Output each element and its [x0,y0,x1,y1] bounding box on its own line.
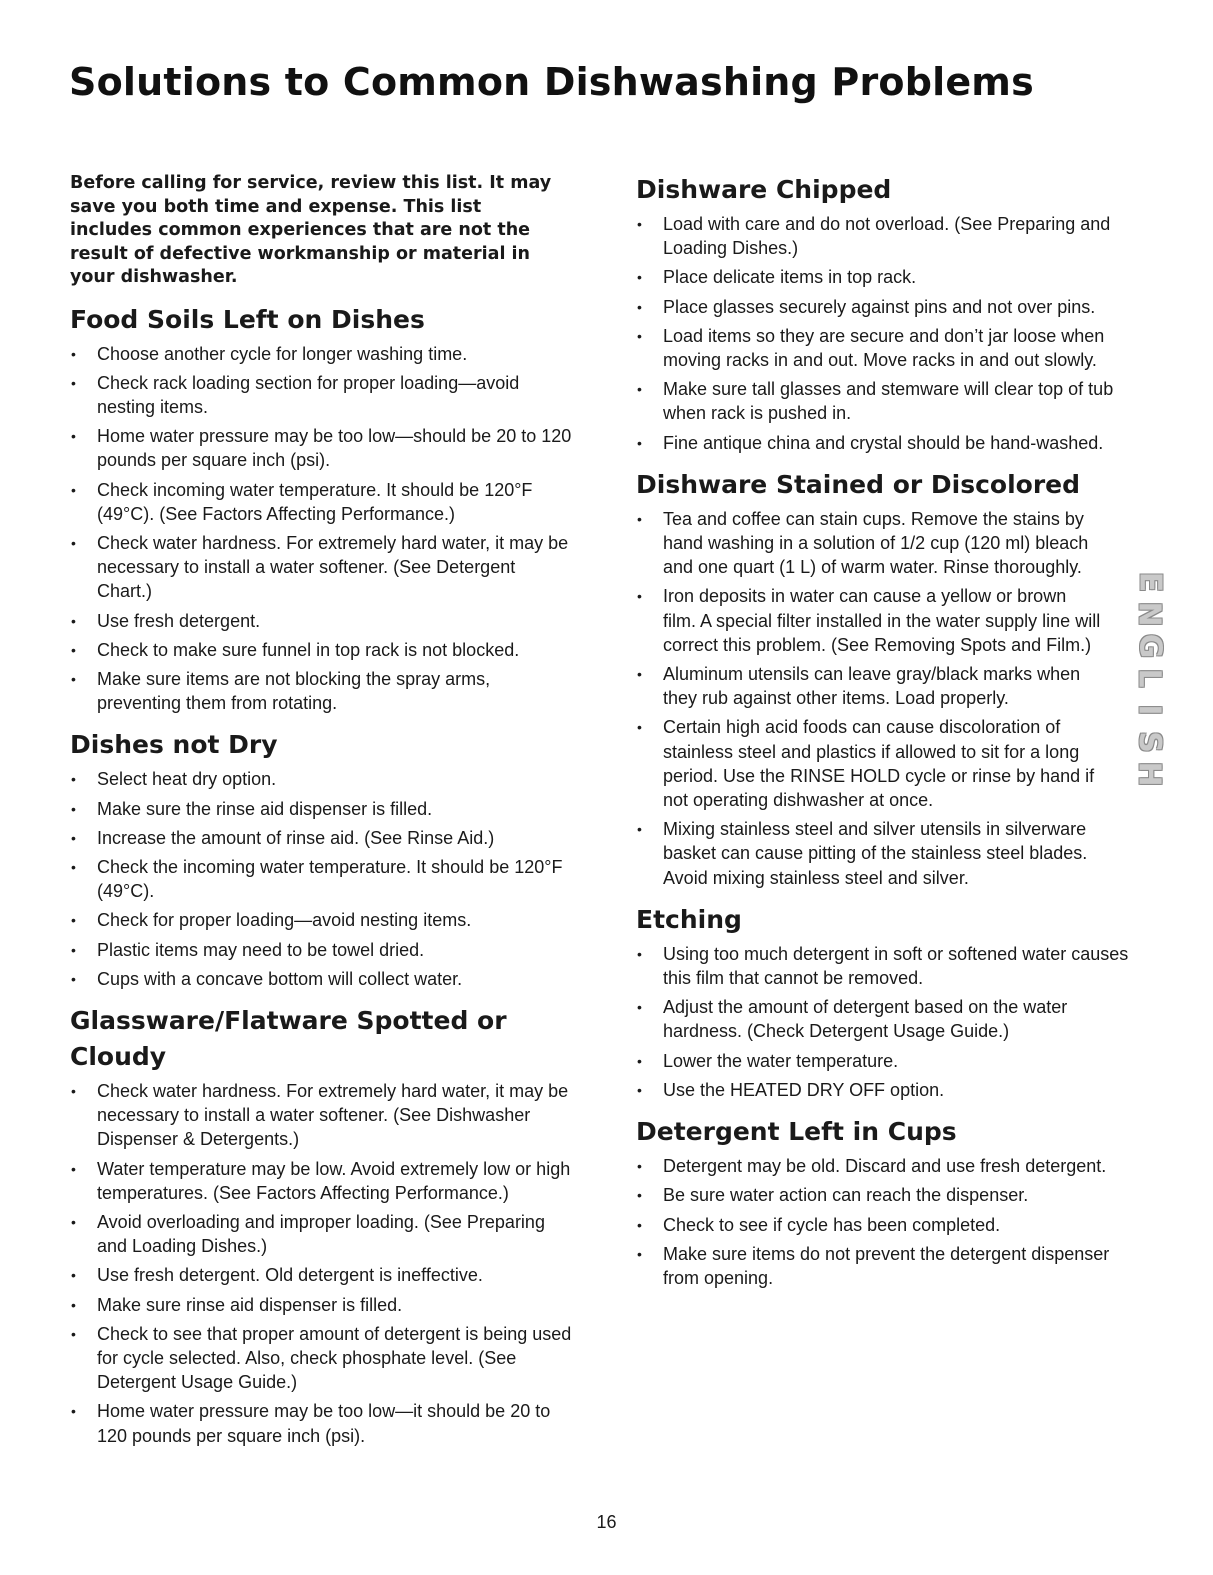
section-glassware-flatware-spotted-or-cloudy [70,1003,575,1448]
list-item: • Home water pressure may be too low—should be 20 to 120 pounds per square inch (psi). [70,424,575,472]
bullet-list [636,942,1141,1102]
bullet-list [70,1079,575,1448]
list-item: • Water temperature may be low. Avoid extremely low or high temperatures. (See Factors Affecting Performance.) [70,1157,575,1205]
side-tab-letter: I [1131,704,1167,716]
list-item: • Iron deposits in water can cause a yellow or brown film. A special filter installed in the water supply line will correct this problem. (See Removing Spots and Film.) [636,584,1101,657]
list-item: • Check water hardness. For extremely hard water, it may be necessary to install a water softener. (See Dishwasher Dispenser & Detergents.) [70,1079,575,1152]
section-title: Dishware Chipped [636,175,892,204]
left-column [70,172,575,1453]
list-item: • Use fresh detergent. [70,609,575,633]
list-item: • Check incoming water temperature. It should be 120°F (49°C). (See Factors Affecting Performance.) [70,478,575,526]
bullet-list [70,342,575,716]
list-item: • Check the incoming water temperature. It should be 120°F (49°C). [70,855,575,903]
section-dishes-not-dry [70,727,575,991]
list-item: • Select heat dry option. [70,767,575,791]
list-item: • Check for proper loading—avoid nesting items. [70,908,575,932]
section-title: Food Soils Left on Dishes [70,304,425,334]
list-item: • Certain high acid foods can cause discoloration of stainless steel and plastics if allowed to sit for a long period. Use the RINSE HOLD cycle or rinse by hand if not operating dishwasher at once. [636,715,1101,812]
list-item: • Choose another cycle for longer washing time. [70,342,575,366]
list-item: • Lower the water temperature. [636,1049,1141,1073]
list-item: • Load with care and do not overload. (See Preparing and Loading Dishes.) [636,212,1141,260]
list-item: • Make sure tall glasses and stemware will clear top of tub when rack is pushed in. [636,377,1141,425]
bullet-list [636,507,1141,890]
section-food-soils-left-on-dishes [70,302,575,716]
list-item: • Mixing stainless steel and silver utensils in silverware basket can cause pitting of the stainless steel blades. Avoid mixing stainless steel and silver. [636,817,1101,890]
list-item: • Increase the amount of rinse aid. (See Rinse Aid.) [70,826,575,850]
page-number: 16 [596,1512,617,1532]
section-title: Dishware Stained or Discolored [636,469,1081,499]
section-detergent-left-in-cups [636,1114,1141,1290]
list-item: • Place glasses securely against pins and not over pins. [636,295,1141,319]
side-tab-letter: E [1132,571,1167,593]
list-item: • Plastic items may need to be towel dried. [70,938,575,962]
list-item: • Use the HEATED DRY OFF option. [636,1078,1141,1102]
side-tab-letter: N [1131,601,1167,627]
section-dishware-chipped [636,172,1141,455]
intro-text: Before calling for service, review this list. It may save you both time and expense. This list includes common experiences that are not the result of defective workmanship or material in your dishwasher. [70,173,552,287]
list-item: • Make sure items do not prevent the detergent dispenser from opening. [636,1242,1141,1290]
list-item: • Check water hardness. For extremely hard water, it may be necessary to install a water softener. (See Detergent Chart.) [70,531,575,604]
section-title: Glassware/Flatware Spotted or Cloudy [70,1005,507,1071]
bullet-list [70,767,575,991]
list-item: • Load items so they are secure and don’t jar loose when moving racks in and out. Move racks in and out slowly. [636,324,1141,372]
list-item: • Aluminum utensils can leave gray/black marks when they rub against other items. Load properly. [636,662,1101,710]
section-title: Etching [636,904,742,934]
list-item: • Make sure items are not blocking the spray arms, preventing them from rotating. [70,667,575,715]
side-tab-letter: G [1132,633,1167,659]
list-item: • Make sure the rinse aid dispenser is filled. [70,797,575,821]
list-item: • Tea and coffee can stain cups. Remove the stains by hand washing in a solution of 1/2 cup (120 ml) bleach and one quart (1 L) of warm water. Rinse thoroughly. [636,507,1101,580]
side-tab-letter: S [1131,731,1167,753]
list-item: • Place delicate items in top rack. [636,265,1141,289]
list-item: • Using too much detergent in soft or softened water causes this film that cannot be removed. [636,942,1141,990]
list-item: • Make sure rinse aid dispenser is filled. [70,1293,575,1317]
section-dishware-stained-or-discolored [636,467,1141,890]
list-item: • Cups with a concave bottom will collect water. [70,967,575,991]
list-item: • Avoid overloading and improper loading. (See Preparing and Loading Dishes.) [70,1210,575,1258]
list-item: • Detergent may be old. Discard and use fresh detergent. [636,1154,1141,1178]
page-title: Solutions to Common Dishwashing Problems [69,60,1034,104]
language-side-tab [1127,566,1171,790]
list-item: • Use fresh detergent. Old detergent is ineffective. [70,1263,575,1287]
section-title: Detergent Left in Cups [636,1117,957,1147]
bullet-list [636,212,1141,455]
right-sections [636,172,1141,1290]
list-item: • Check to make sure funnel in top rack is not blocked. [70,638,575,662]
section-etching [636,902,1141,1102]
list-item: • Home water pressure may be too low—it should be 20 to 120 pounds per square inch (psi). [70,1399,575,1447]
bullet-list [636,1154,1141,1290]
list-item: • Fine antique china and crystal should be hand-washed. [636,431,1141,455]
list-item: • Check to see that proper amount of detergent is being used for cycle selected. Also, check phosphate level. (See Detergent Usage Guide.) [70,1322,575,1395]
list-item: • Check rack loading section for proper loading—avoid nesting items. [70,371,575,419]
section-title: Dishes not Dry [70,730,278,760]
list-item: • Check to see if cycle has been completed. [636,1213,1141,1237]
side-tab-letter: H [1131,761,1167,787]
list-item: • Adjust the amount of detergent based on the water hardness. (Check Detergent Usage Guide.) [636,995,1141,1043]
right-column [636,172,1141,1295]
side-tab-letter: L [1132,668,1167,688]
left-sections [70,302,575,1448]
list-item: • Be sure water action can reach the dispenser. [636,1183,1141,1207]
